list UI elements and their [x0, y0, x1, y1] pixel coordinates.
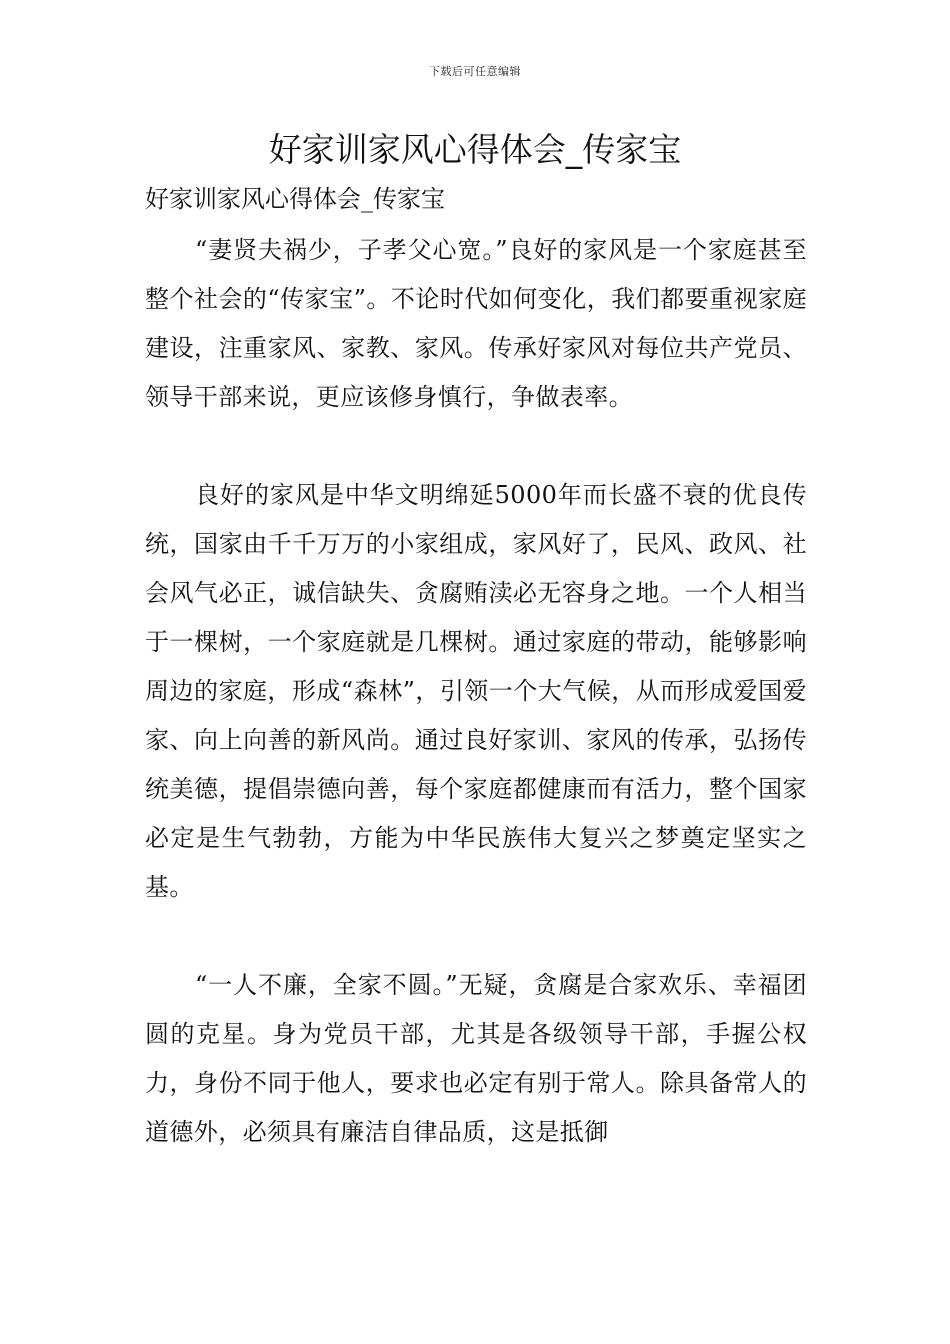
document-subtitle: 好家训家风心得体会_传家宝	[145, 185, 445, 213]
header-note: 下载后可任意编辑	[429, 65, 521, 78]
paragraph-1: “妻贤夫祸少，子孝父心宽。”良好的家风是一个家庭甚至整个社会的“传家宝”。不论时代如何变化，我们都要重视家庭建设，注重家风、家教、家风。传承好家风对每位共产党员、领导干部来说，更应该修身慎行，争做表率。	[145, 236, 807, 411]
document-body	[145, 226, 807, 1157]
paragraph-3: “一人不廉，全家不圆。”无疑，贪腐是合家欢乐、幸福团圆的克星。身为党员干部，尤其是各级领导干部，手握公权力，身份不同于他人，要求也必定有别于常人。除具备常人的道德外，必须具有廉洁自律品质，这是抵御	[145, 971, 807, 1146]
paragraph-2: 良好的家风是中华文明绵延5000年而长盛不衰的优良传统，国家由千千万万的小家组成，家风好了，民风、政风、社会风气必正，诚信缺失、贪腐贿渎必无容身之地。一个人相当于一棵树，一个家庭就是几棵树。通过家庭的带动，能够影响周边的家庭，形成“森林”，引领一个大气候，从而形成爱国爱家、向上向善的新风尚。通过良好家训、家风的传承，弘扬传统美德，提倡崇德向善，每个家庭都健康而有活力，整个国家必定是生气勃勃，方能为中华民族伟大复兴之梦奠定坚实之基。	[145, 481, 807, 901]
document-title: 好家训家风心得体会_传家宝	[268, 130, 682, 169]
